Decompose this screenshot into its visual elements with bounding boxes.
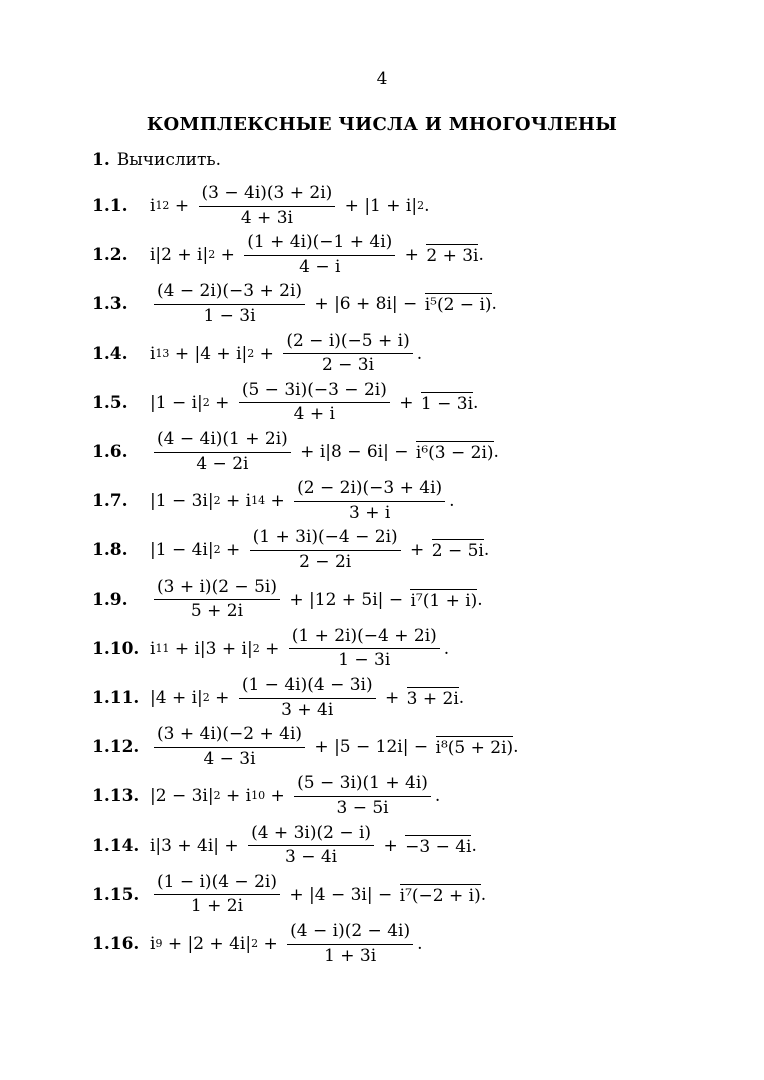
- problem-expression: |1 − 4i| 2 + $\frac{(1 + 3i)(-4 - 2i)}{2 - 2i}$ + 2 − 5i .: [150, 527, 490, 572]
- conjugate-term: i⁶(3 − 2i): [415, 443, 494, 463]
- expression-term: +: [169, 196, 195, 216]
- expression-term: + |5 − 12i| −: [309, 737, 434, 758]
- expression-term: .: [458, 688, 465, 708]
- chapter-title: КОМПЛЕКСНЫЕ ЧИСЛА И МНОГОЧЛЕНЫ: [146, 114, 618, 135]
- problem-expression: |1 − 3i| 2 + i 14 + $\frac{(2 - 2i)(-3 + 4i)}{3 + i}$ .: [150, 478, 455, 523]
- fraction: [250, 528, 401, 572]
- expression-term: i: [150, 343, 156, 364]
- fraction: [294, 774, 431, 818]
- conjugate-term: i⁵(2 − i): [424, 295, 492, 316]
- expression-term: + i: [220, 491, 252, 512]
- expression-term: i|3 + 4i| +: [150, 835, 245, 856]
- conjugate-term: i⁷(−2 + i): [399, 885, 481, 906]
- expression-term: +: [393, 392, 419, 413]
- expression-term: +: [254, 343, 280, 364]
- fraction: [239, 676, 376, 720]
- problem-number: 1.9.: [92, 589, 128, 610]
- fraction-denominator: 5 + 2i: [190, 601, 244, 622]
- expression-term: +: [378, 835, 404, 856]
- expression-term: +: [220, 540, 246, 561]
- fraction-numerator: (1 − 4i)(4 − 3i): [239, 676, 376, 699]
- conjugate-term: i⁸(5 + 2i): [435, 738, 514, 759]
- problem-number: 1.13.: [92, 786, 140, 807]
- fraction: [199, 184, 336, 228]
- expression-term: .: [416, 343, 423, 364]
- fraction: [239, 381, 390, 425]
- problem-expression: [150, 282, 497, 326]
- conjugate-term: 1 − 3i: [420, 393, 474, 414]
- expression-term: .: [473, 392, 479, 413]
- problem-item: [92, 675, 464, 721]
- fraction-denominator: 4 − 2i: [196, 453, 249, 474]
- fraction-denominator: 4 + i: [293, 404, 335, 425]
- fraction-numerator: (1 + 4i)(−1 + 4i): [244, 233, 395, 256]
- expression-term: +: [258, 934, 284, 954]
- fraction-denominator: 2 − 2i: [299, 551, 352, 572]
- problem-item: [92, 183, 430, 229]
- expression-term: +: [399, 245, 425, 266]
- expression-term: .: [513, 737, 519, 758]
- conjugate-term: 2 − 5i: [431, 541, 484, 562]
- fraction: [244, 233, 395, 277]
- fraction-numerator: (1 + 3i)(−4 − 2i): [250, 528, 401, 551]
- conjugate-term: 3 + 2i: [406, 689, 459, 709]
- fraction: [154, 725, 305, 769]
- fraction-denominator: 3 + i: [348, 502, 391, 523]
- problem-expression: |2 − 3i| 2 + i 10 + $\frac{(5 - 3i)(1 + 4i)}{3 - 5i}$ .: [150, 773, 441, 818]
- expression-term: +: [209, 392, 235, 413]
- problem-item: [92, 773, 440, 819]
- fraction-numerator: (4 + 3i)(2 − i): [248, 824, 374, 847]
- expression-term: .: [471, 835, 477, 856]
- fraction: [287, 922, 413, 966]
- fraction-numerator: (2 − 2i)(−3 + 4i): [294, 479, 445, 502]
- fraction-numerator: (5 − 3i)(1 + 4i): [294, 774, 431, 797]
- fraction-numerator: (2 − i)(−5 + i): [283, 332, 412, 355]
- problem-number: 1.3.: [92, 294, 128, 315]
- problem-item: [92, 281, 497, 327]
- problem-item: [92, 380, 478, 426]
- expression-term: +: [265, 491, 291, 512]
- problem-number: 1.10.: [92, 638, 140, 659]
- conjugate-term: −3 − 4i: [405, 836, 472, 857]
- task-text: Вычислить.: [116, 150, 222, 170]
- task-number: 1.: [92, 150, 110, 170]
- expression-term: i: [150, 934, 156, 954]
- problem-expression: i|2 + i| 2 + $\frac{(1 + 4i)(-1 + 4i)}{4 - i}$ + 2 + 3i .: [150, 232, 484, 277]
- expression-term: .: [493, 442, 499, 462]
- problem-expression: [150, 725, 519, 769]
- problem-number: 1.8.: [92, 540, 128, 561]
- expression-term: +: [265, 786, 291, 807]
- expression-term: |1 − 3i|: [150, 491, 214, 512]
- expression-term: + |6 + 8i| −: [309, 294, 423, 315]
- fraction: [283, 332, 412, 376]
- fraction-denominator: 1 − 3i: [338, 650, 391, 671]
- fraction-denominator: 3 − 4i: [285, 847, 338, 868]
- problem-item: [92, 872, 486, 918]
- problem-expression: |1 − i| 2 + $\frac{(5 - 3i)(-3 - 2i)}{4 + i}$ + 1 − 3i .: [150, 379, 479, 425]
- problem-item: [92, 724, 519, 770]
- expression-term: +: [379, 688, 405, 708]
- problem-item: [92, 232, 484, 278]
- problem-item: [92, 921, 423, 967]
- fraction-numerator: (4 − 2i)(−3 + 2i): [154, 282, 305, 305]
- problem-number: 1.6.: [92, 442, 128, 462]
- problem-number: 1.7.: [92, 491, 128, 512]
- fraction-numerator: (4 − i)(2 − 4i): [287, 922, 413, 945]
- problem-number: 1.4.: [92, 343, 128, 364]
- expression-term: i: [150, 196, 156, 216]
- fraction-denominator: 3 + 4i: [281, 699, 334, 720]
- fraction-numerator: (3 + 4i)(−2 + 4i): [154, 725, 305, 748]
- fraction-denominator: 4 − 3i: [203, 748, 256, 769]
- problem-expression: i 9 + |2 + 4i| 2 + $\frac{(4 - i)(2 - 4i)}{1 + 3i}$ .: [150, 920, 423, 966]
- fraction-numerator: (1 − i)(4 − 2i): [154, 873, 280, 896]
- fraction: [294, 479, 445, 523]
- fraction: [154, 430, 291, 474]
- expression-term: + i|8 − 6i| −: [294, 442, 414, 462]
- problem-number: 1.12.: [92, 737, 140, 758]
- expression-term: +: [209, 688, 235, 708]
- fraction-denominator: 1 + 2i: [190, 896, 244, 917]
- problem-expression: i 11 + i|3 + i| 2 + $\frac{(1 + 2i)(-4 + 2i)}{1 - 3i}$ .: [150, 625, 450, 671]
- fraction-numerator: (5 − 3i)(−3 − 2i): [239, 381, 390, 404]
- problem-number: 1.5.: [92, 392, 128, 413]
- problem-expression: |4 + i| 2 + $\frac{(1 - 4i)(4 - 3i)}{3 + 4i}$ + 3 + 2i .: [150, 674, 465, 720]
- expression-term: .: [477, 589, 483, 610]
- expression-term: .: [424, 196, 430, 216]
- problem-item: [92, 626, 449, 672]
- problem-item: [92, 331, 422, 377]
- page-number: 4: [376, 69, 388, 89]
- expression-term: i: [150, 638, 156, 659]
- conjugate-term: 2 + 3i: [426, 246, 479, 267]
- fraction: [248, 824, 374, 868]
- expression-term: .: [449, 491, 455, 512]
- problem-number: 1.1.: [92, 196, 128, 216]
- fraction-denominator: 1 + 3i: [324, 945, 377, 966]
- fraction-numerator: (3 + i)(2 − 5i): [154, 578, 280, 601]
- expression-term: + |1 + i|: [339, 196, 418, 216]
- fraction-numerator: (4 − 4i)(1 + 2i): [154, 430, 291, 453]
- fraction-denominator: 1 − 3i: [203, 305, 256, 326]
- expression-term: |2 − 3i|: [150, 786, 214, 807]
- expression-term: |1 − i|: [150, 392, 203, 413]
- expression-term: + i: [220, 786, 252, 807]
- fraction: [154, 578, 280, 622]
- problem-number: 1.16.: [92, 934, 140, 954]
- fraction: [289, 627, 440, 671]
- problem-number: 1.11.: [92, 688, 140, 708]
- conjugate-term: i⁷(1 + i): [410, 590, 478, 611]
- expression-term: |4 + i|: [150, 688, 203, 708]
- expression-term: + |4 − 3i| −: [283, 884, 398, 905]
- expression-term: .: [478, 245, 484, 266]
- expression-term: .: [443, 638, 450, 659]
- fraction-denominator: 4 − i: [299, 256, 341, 277]
- expression-term: + i|3 + i|: [169, 638, 253, 659]
- fraction-numerator: (3 − 4i)(3 + 2i): [199, 184, 336, 207]
- expression-term: + |12 + 5i| −: [283, 589, 409, 610]
- fraction: [154, 282, 305, 326]
- problem-number: 1.2.: [92, 245, 128, 266]
- problem-expression: [150, 430, 499, 474]
- expression-term: + |4 + i|: [169, 343, 248, 364]
- problem-expression: i 13 + |4 + i| 2 + $\frac{(2 - i)(-5 + i)}{2 - 3i}$ .: [150, 330, 423, 376]
- expression-term: .: [434, 786, 441, 807]
- problem-expression: [150, 824, 477, 868]
- expression-term: .: [483, 540, 490, 561]
- expression-term: |1 − 4i|: [150, 540, 214, 561]
- expression-term: +: [404, 540, 430, 561]
- problem-item: [92, 478, 455, 524]
- fraction-denominator: 2 − 3i: [321, 355, 375, 376]
- problem-number: 1.15.: [92, 884, 140, 905]
- expression-term: +: [259, 638, 285, 659]
- problem-number: 1.14.: [92, 835, 140, 856]
- problem-item: [92, 823, 477, 869]
- expression-term: .: [480, 884, 487, 905]
- fraction-denominator: 3 − 5i: [336, 797, 389, 818]
- problem-item: [92, 429, 499, 475]
- problem-expression: [150, 578, 483, 622]
- fraction-denominator: 4 + 3i: [240, 207, 293, 228]
- problem-item: [92, 577, 483, 623]
- problem-expression: [150, 873, 486, 917]
- expression-term: i|2 + i|: [150, 245, 209, 266]
- expression-term: .: [417, 934, 423, 954]
- problem-item: [92, 527, 489, 573]
- expression-term: +: [215, 245, 241, 266]
- fraction-numerator: (1 + 2i)(−4 + 2i): [289, 627, 440, 650]
- fraction: [154, 873, 280, 917]
- expression-term: .: [491, 294, 497, 315]
- problem-expression: i 12 + $\frac{(3 - 4i)(3 + 2i)}{4 + 3i}$ + |1 + i| 2 .: [150, 182, 430, 228]
- expression-term: + |2 + 4i|: [162, 934, 252, 954]
